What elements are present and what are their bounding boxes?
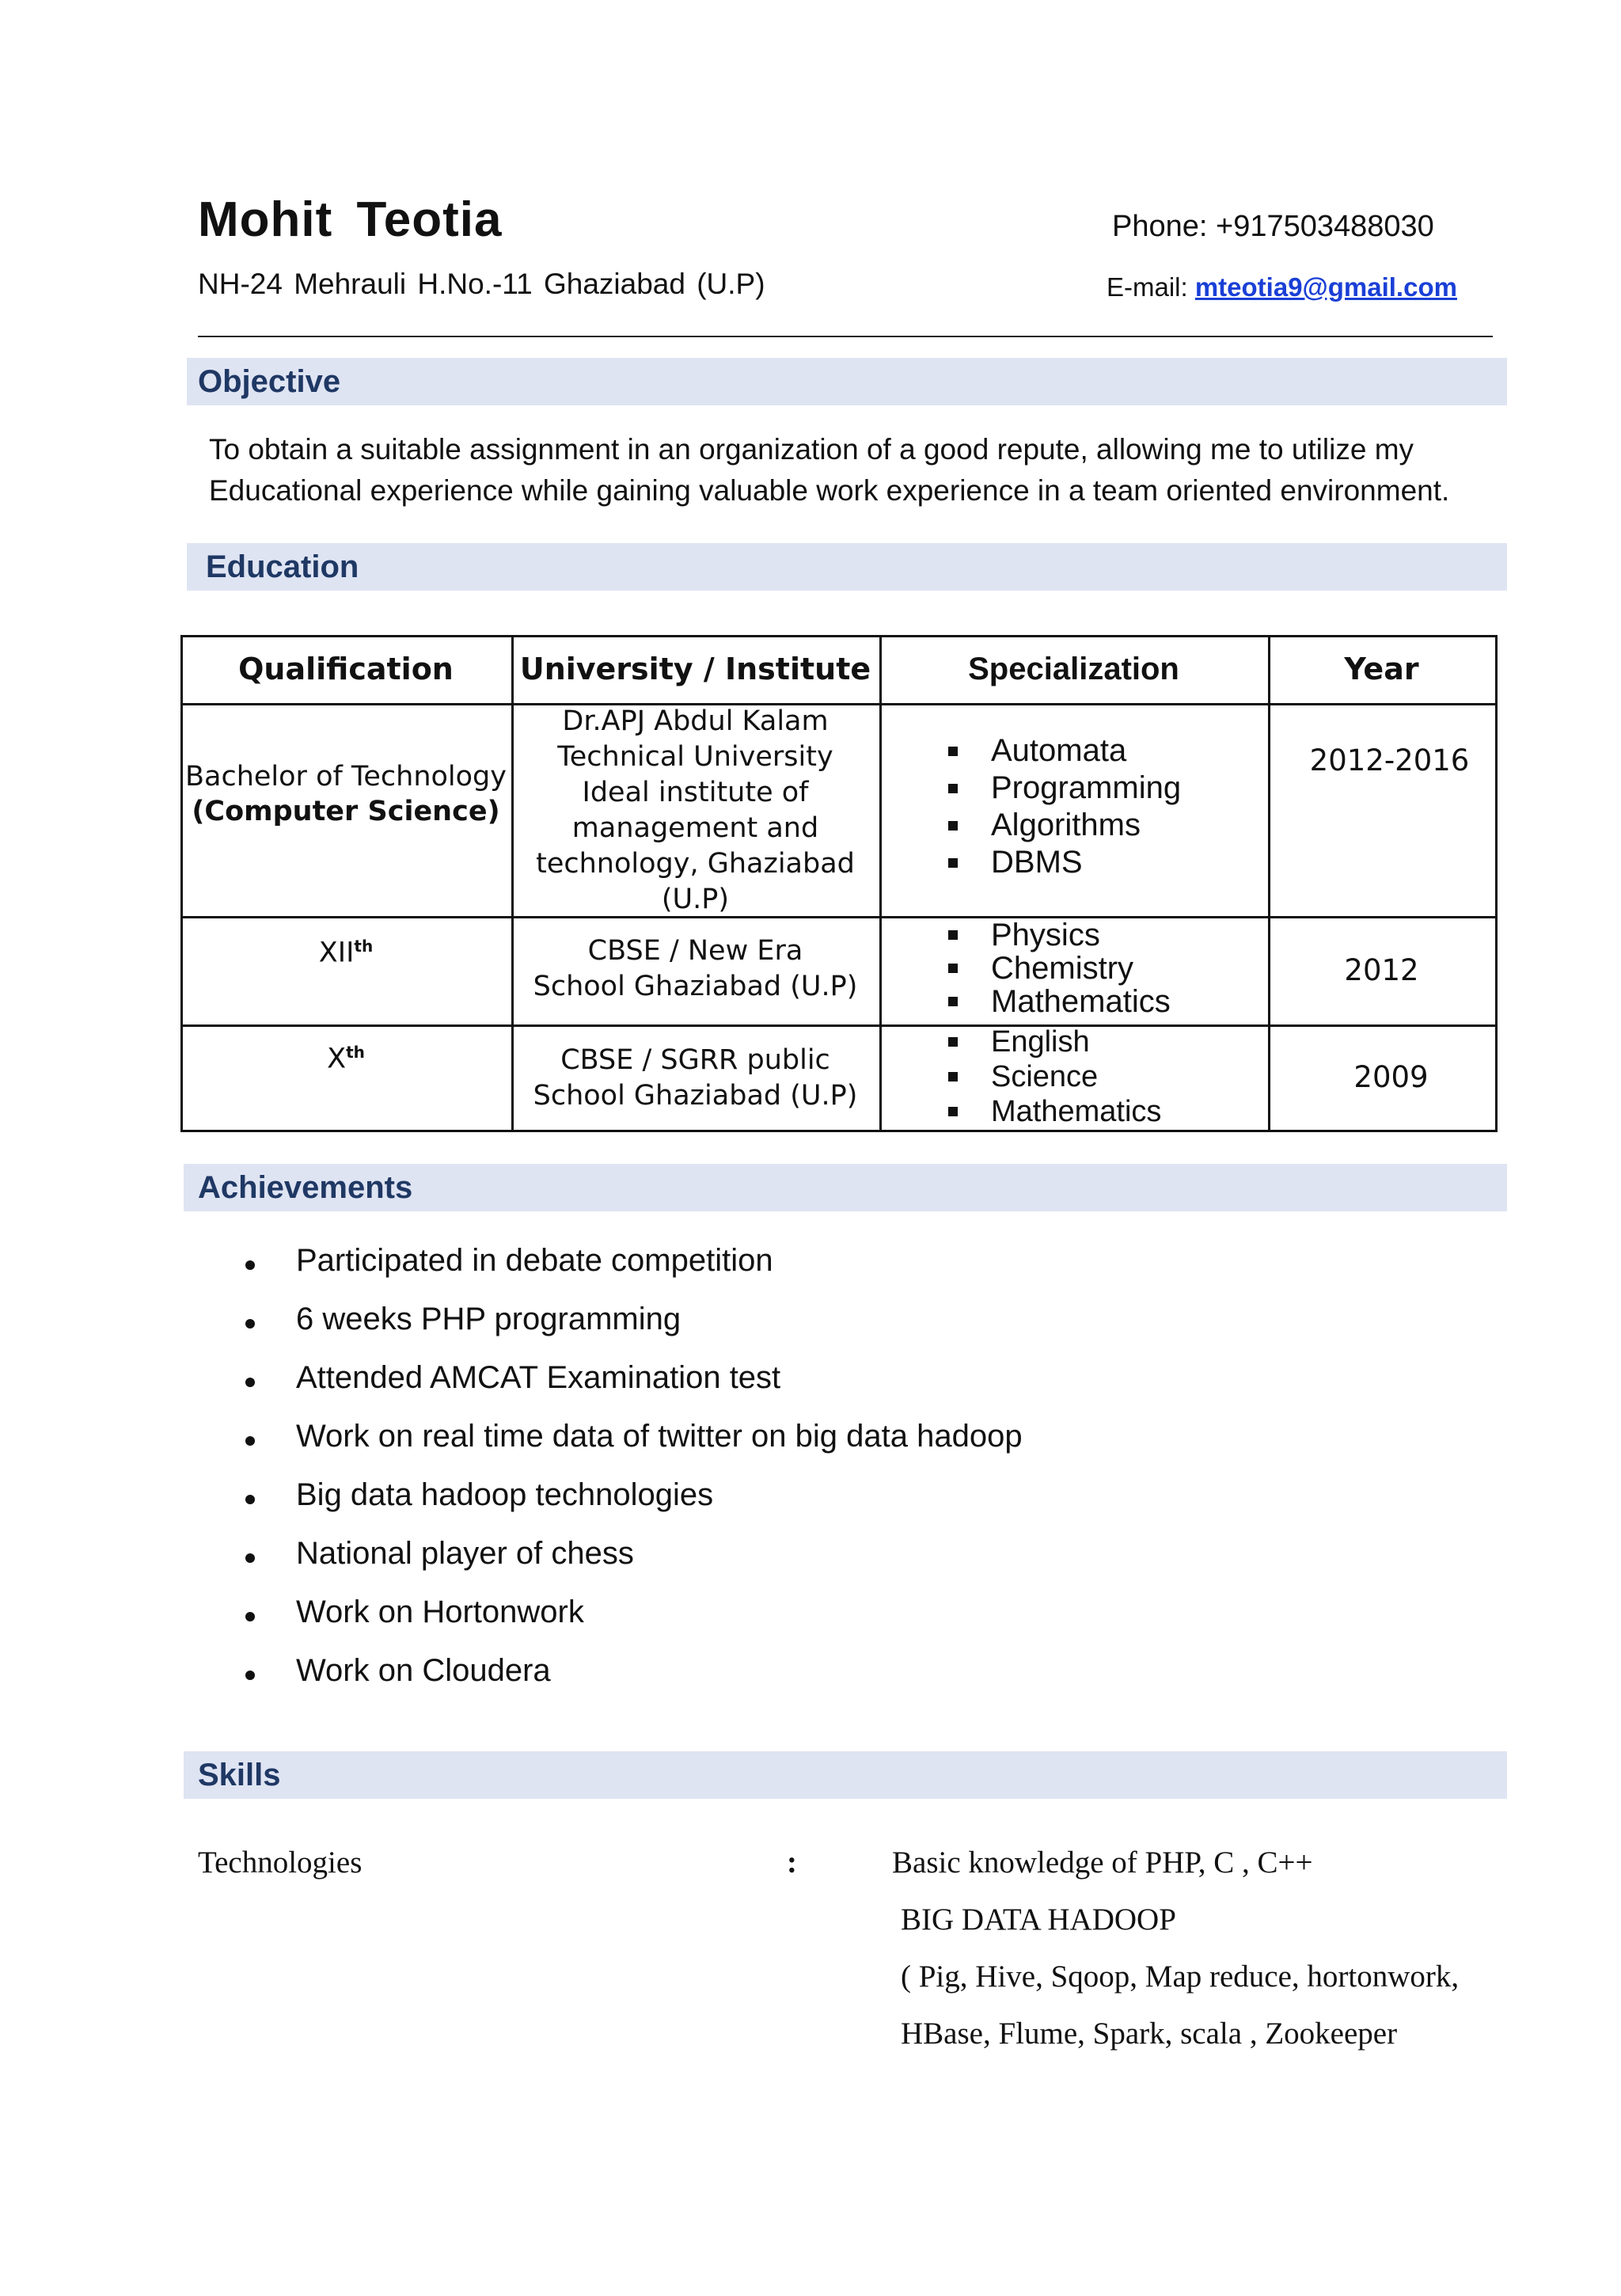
table-border bbox=[1268, 635, 1270, 1132]
table-cell-year: 2012 bbox=[1344, 953, 1419, 987]
bullet-icon bbox=[245, 1319, 255, 1329]
institute-line: management and bbox=[571, 812, 819, 844]
skill-line: ( Pig, Hive, Sqoop, Map reduce, hortonwork, bbox=[901, 1960, 1460, 1994]
institute-line: CBSE / New Era bbox=[587, 935, 803, 967]
list-item: Automata bbox=[948, 732, 1181, 770]
objective-line-1: To obtain a suitable assignment in an organization of a good repute, allowing me to utilize my bbox=[209, 433, 1414, 466]
square-bullet-icon bbox=[948, 964, 958, 973]
bullet-icon bbox=[245, 1612, 255, 1621]
list-item: 6 weeks PHP programming bbox=[245, 1302, 1023, 1360]
qualification-degree: Bachelor of Technology bbox=[185, 761, 507, 793]
email-label: E-mail: bbox=[1107, 272, 1195, 302]
list-item: Chemistry bbox=[948, 952, 1171, 985]
square-bullet-icon bbox=[948, 1107, 958, 1116]
email-link[interactable]: mteotia9@gmail.com bbox=[1194, 272, 1457, 302]
phone-label: Phone: bbox=[1112, 210, 1208, 243]
list-item: Attended AMCAT Examination test bbox=[245, 1360, 1023, 1419]
institute-line: Ideal institute of bbox=[582, 777, 809, 808]
phone-number: +917503488030 bbox=[1207, 210, 1434, 243]
table-cell-specialization bbox=[948, 918, 1171, 1018]
list-item: English bbox=[948, 1024, 1161, 1059]
list-item: Physics bbox=[948, 918, 1171, 952]
list-item: Mathematics bbox=[948, 1094, 1161, 1129]
list-item: Programming bbox=[948, 770, 1181, 807]
table-cell-qualification bbox=[180, 1024, 511, 1093]
education-table bbox=[180, 635, 1498, 1132]
objective-line-2: Educational experience while gaining valuable work experience in a team oriented environment. bbox=[209, 474, 1450, 507]
institute-line: School Ghaziabad (U.P) bbox=[533, 971, 858, 1002]
objective-text bbox=[209, 429, 1507, 511]
square-bullet-icon bbox=[948, 1072, 958, 1081]
table-cell-year: 2012-2016 bbox=[1309, 743, 1470, 777]
candidate-name: Mohit Teotia bbox=[198, 192, 503, 247]
institute-line: technology, Ghaziabad bbox=[536, 848, 855, 880]
skill-line: HBase, Flume, Spark, scala , Zookeeper bbox=[901, 2017, 1398, 2051]
institute-line: Dr.APJ Abdul Kalam bbox=[562, 705, 829, 737]
table-cell-institute bbox=[511, 1027, 879, 1130]
list-item: DBMS bbox=[948, 844, 1181, 881]
qualification-level: Xth bbox=[327, 1042, 365, 1075]
qualification-level: XIIth bbox=[318, 936, 374, 969]
column-header-specialization: Specialization bbox=[968, 651, 1179, 686]
square-bullet-icon bbox=[948, 821, 958, 831]
table-border bbox=[180, 1130, 1498, 1132]
column-header-qualification: Qualification bbox=[238, 652, 454, 686]
list-item: Participated in debate competition bbox=[245, 1243, 1023, 1302]
list-item: Big data hadoop technologies bbox=[245, 1477, 1023, 1536]
institute-line: (U.P) bbox=[661, 884, 730, 915]
skills-heading: Skills bbox=[184, 1751, 1507, 1799]
square-bullet-icon bbox=[948, 747, 958, 756]
table-cell-specialization bbox=[948, 732, 1181, 881]
bullet-icon bbox=[245, 1671, 255, 1680]
square-bullet-icon bbox=[948, 784, 958, 793]
square-bullet-icon bbox=[948, 1037, 958, 1047]
list-item: Science bbox=[948, 1059, 1161, 1094]
square-bullet-icon bbox=[948, 858, 958, 868]
table-border bbox=[879, 635, 882, 1132]
skill-separator: : bbox=[787, 1846, 797, 1880]
header-divider bbox=[198, 336, 1493, 337]
table-cell-qualification bbox=[180, 703, 511, 885]
institute-line: Technical University bbox=[557, 741, 833, 773]
skill-category-label: Technologies bbox=[198, 1846, 363, 1880]
education-heading: Education bbox=[187, 543, 1507, 591]
bullet-icon bbox=[245, 1378, 255, 1387]
column-header-year: Year bbox=[1344, 652, 1419, 686]
address: NH-24 Mehrauli H.No.-11 Ghaziabad (U.P) bbox=[198, 268, 765, 300]
list-item: Work on Cloudera bbox=[245, 1653, 1023, 1712]
list-item: Algorithms bbox=[948, 807, 1181, 844]
skill-line: Basic knowledge of PHP, C , C++ bbox=[892, 1846, 1313, 1880]
bullet-icon bbox=[245, 1495, 255, 1504]
skill-line: BIG DATA HADOOP bbox=[901, 1903, 1176, 1937]
list-item: Work on Hortonwork bbox=[245, 1595, 1023, 1653]
bullet-icon bbox=[245, 1436, 255, 1446]
institute-line: CBSE / SGRR public bbox=[560, 1044, 830, 1076]
phone-line bbox=[1112, 210, 1434, 244]
square-bullet-icon bbox=[948, 997, 958, 1006]
qualification-branch: (Computer Science) bbox=[192, 796, 500, 827]
table-cell-specialization bbox=[948, 1024, 1161, 1129]
email-line bbox=[1107, 272, 1457, 302]
column-header-institute: University / Institute bbox=[519, 652, 871, 686]
achievements-list bbox=[245, 1243, 1023, 1712]
list-item: National player of chess bbox=[245, 1536, 1023, 1595]
achievements-heading: Achievements bbox=[184, 1164, 1507, 1211]
table-cell-year: 2009 bbox=[1353, 1060, 1429, 1094]
table-cell-institute bbox=[511, 703, 879, 918]
list-item: Work on real time data of twitter on big data hadoop bbox=[245, 1419, 1023, 1477]
bullet-icon bbox=[245, 1260, 255, 1270]
table-cell-qualification bbox=[180, 918, 511, 986]
objective-heading: Objective bbox=[187, 358, 1507, 405]
square-bullet-icon bbox=[948, 930, 958, 940]
table-cell-institute bbox=[511, 922, 879, 1017]
list-item: Mathematics bbox=[948, 985, 1171, 1018]
institute-line: School Ghaziabad (U.P) bbox=[533, 1080, 858, 1112]
bullet-icon bbox=[245, 1553, 255, 1563]
